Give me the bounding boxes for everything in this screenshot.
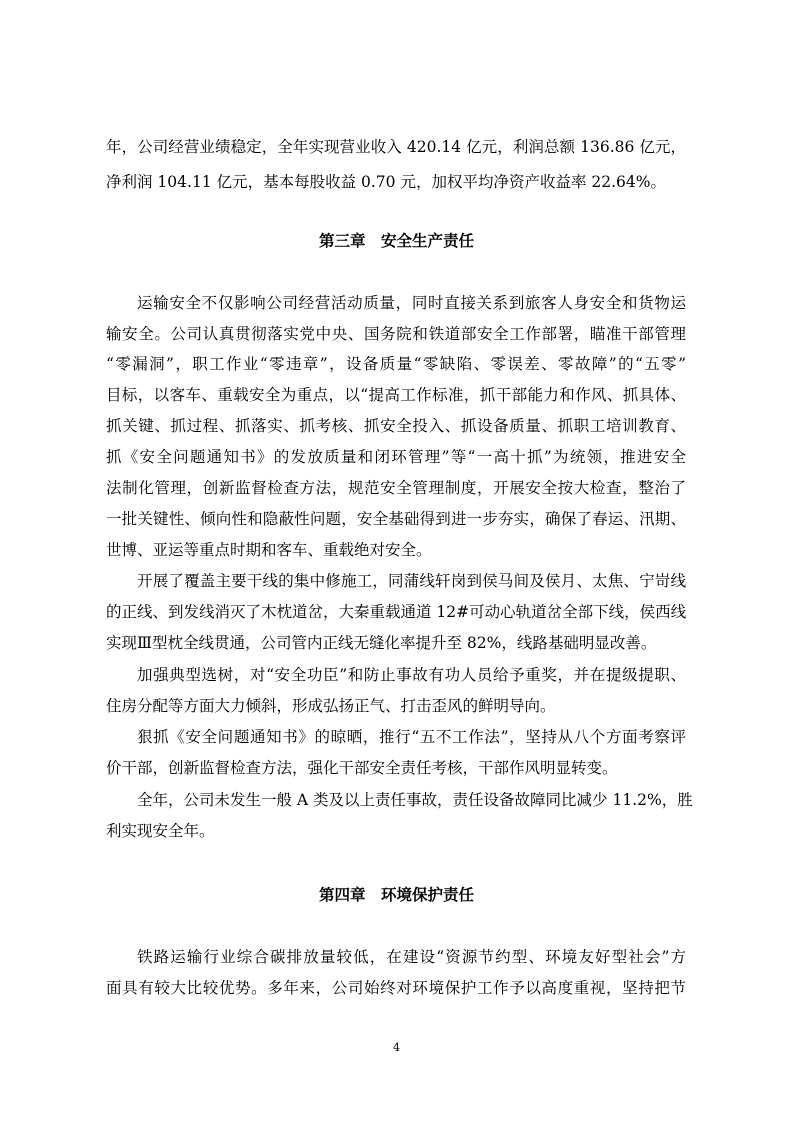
paragraph-line: 面具有较大比较优势。多年来，公司始终对环境保护工作予以高度重视，坚持把节: [106, 979, 686, 997]
paragraph-line: 住房分配等方面大力倾斜，形成弘扬正气、打击歪风的鲜明导向。: [106, 697, 556, 715]
paragraph-line: 铁路运输行业综合碳排放量较低，在建设“资源节约型、环境友好型社会”方: [137, 948, 686, 966]
paragraph-line: 狠抓《安全问题通知书》的晾晒，推行“五不工作法”，坚持从八个方面考察评: [137, 728, 686, 746]
paragraph-line: 抓关键、抓过程、抓落实、抓考核、抓安全投入、抓设备质量、抓职工培训教育、: [106, 417, 686, 435]
paragraph-line: 年，公司经营业绩稳定，全年实现营业收入 420.14 亿元，利润总额 136.86 亿元，: [106, 138, 686, 156]
paragraph-line: 的正线、到发线消灭了木枕道岔，大秦重载通道 12#可动心轨道岔全部下线，侯西线: [106, 603, 687, 621]
paragraph-line: 净利润 104.11 亿元，基本每股收益 0.70 元，加权平均净资产收益率 22.64%。: [106, 173, 666, 191]
paragraph-line: 输安全。公司认真贯彻落实党中央、国务院和铁道部安全工作部署，瞄准干部管理: [106, 325, 686, 343]
paragraph-line: 运输安全不仅影响公司经营活动质量，同时直接关系到旅客人身安全和货物运: [137, 294, 686, 312]
paragraph-line: 一批关键性、倾向性和隐蔽性问题，安全基础得到进一步夯实，确保了春运、汛期、: [106, 510, 686, 528]
paragraph-line: 世博、亚运等重点时期和客车、重载绝对安全。: [106, 541, 432, 559]
paragraph-line: 加强典型选树，对“安全功臣”和防止事故有功人员给予重奖，并在提级提职、: [137, 666, 686, 684]
paragraph-line: 法制化管理，创新监督检查方法，规范安全管理制度，开展安全按大检查，整治了: [106, 479, 686, 497]
chapter-heading: 第四章 环境保护责任: [318, 886, 474, 904]
paragraph-line: 抓《安全问题通知书》的发放质量和闭环管理”等“一高十抓”为统领，推进安全: [106, 448, 686, 466]
paragraph-line: 目标，以客车、重载安全为重点，以“提高工作标准，抓干部能力和作风、抓具体、: [106, 386, 686, 404]
chapter-heading: 第三章 安全生产责任: [318, 232, 474, 250]
paragraph-line: 价干部，创新监督检查方法，强化干部安全责任考核，干部作风明显转变。: [106, 759, 618, 777]
page-number: 4: [393, 1041, 400, 1054]
paragraph-line: 开展了覆盖主要干线的集中修施工，同蒲线轩岗到侯马间及侯月、太焦、宁岢线: [137, 572, 686, 590]
paragraph-line: 利实现安全年。: [106, 822, 215, 840]
paragraph-line: “零漏洞”，职工作业“零违章”，设备质量“零缺陷、零误差、零故障”的“五零”: [106, 355, 686, 373]
paragraph-line: 实现Ⅲ型枕全线贯通，公司管内正线无缝化率提升至 82%，线路基础明显改善。: [106, 634, 657, 652]
paragraph-line: 全年，公司未发生一般 A 类及以上责任事故，责任设备故障同比减少 11.2%，胜: [137, 791, 693, 809]
